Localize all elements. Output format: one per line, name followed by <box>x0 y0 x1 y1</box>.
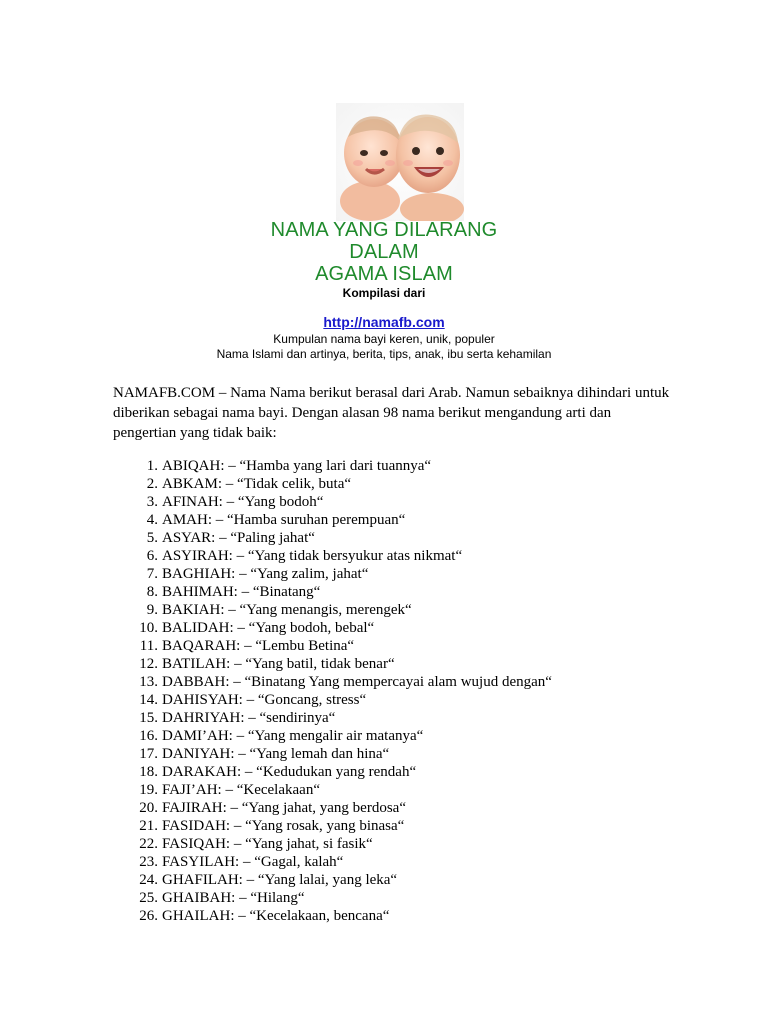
title-line-1: NAMA YANG DILARANG <box>270 219 498 241</box>
list-item-number: 15. <box>139 710 158 726</box>
list-item-number: 12. <box>139 656 158 672</box>
list-item <box>113 781 552 799</box>
list-item <box>113 565 552 583</box>
names-list <box>113 457 552 925</box>
list-item-text: DANIYAH: – “Yang lemah dan hina“ <box>162 746 390 762</box>
list-item-number: 21. <box>139 818 158 834</box>
list-item-text: FASYILAH: – “Gagal, kalah“ <box>162 854 344 870</box>
compiled-label: Kompilasi dari <box>342 286 426 300</box>
list-item <box>113 601 552 619</box>
list-item-number: 14. <box>139 692 158 708</box>
list-item <box>113 529 552 547</box>
list-item <box>113 727 552 745</box>
list-item-text: FAJIRAH: – “Yang jahat, yang berdosa“ <box>162 800 406 816</box>
list-item-text: DAHRIYAH: – “sendirinya“ <box>162 710 336 726</box>
list-item <box>113 655 552 673</box>
list-item-text: BALIDAH: – “Yang bodoh, bebal“ <box>162 620 375 636</box>
list-item-text: DARAKAH: – “Kedudukan yang rendah“ <box>162 764 417 780</box>
list-item-text: FASIQAH: – “Yang jahat, si fasik“ <box>162 836 373 852</box>
list-item-text: BATILAH: – “Yang batil, tidak benar“ <box>162 656 395 672</box>
list-item-text: DABBAH: – “Binatang Yang mempercayai alam wujud dengan“ <box>162 674 552 690</box>
list-item-text: ABKAM: – “Tidak celik, buta“ <box>162 476 352 492</box>
list-item-number: 19. <box>139 782 158 798</box>
list-item-text: BAGHIAH: – “Yang zalim, jahat“ <box>162 566 369 582</box>
list-item-text: ASYAR: – “Paling jahat“ <box>162 530 315 546</box>
list-item <box>113 673 552 691</box>
list-item <box>113 637 552 655</box>
list-item-number: 3. <box>146 494 158 510</box>
babies-photo <box>336 103 464 221</box>
site-link[interactable]: http://namafb.com <box>323 314 445 330</box>
list-item-number: 20. <box>139 800 158 816</box>
list-item-number: 16. <box>139 728 158 744</box>
list-item-number: 17. <box>139 746 158 762</box>
title-line-2: DALAM <box>349 241 419 263</box>
list-item-number: 7. <box>146 566 158 582</box>
list-item-text: GHAFILAH: – “Yang lalai, yang leka“ <box>162 872 398 888</box>
list-item <box>113 511 552 529</box>
list-item-text: AMAH: – “Hamba suruhan perempuan“ <box>162 512 406 528</box>
list-item-text: FAJI’AH: – “Kecelakaan“ <box>162 782 320 798</box>
list-item <box>113 745 552 763</box>
list-item <box>113 889 552 907</box>
list-item <box>113 871 552 889</box>
list-item-number: 9. <box>146 602 158 618</box>
list-item-number: 22. <box>139 836 158 852</box>
list-item-number: 8. <box>146 584 158 600</box>
list-item-text: GHAILAH: – “Kecelakaan, bencana“ <box>162 908 390 924</box>
list-item <box>113 475 552 493</box>
list-item-number: 6. <box>146 548 158 564</box>
list-item-number: 5. <box>146 530 158 546</box>
list-item <box>113 799 552 817</box>
tagline-1: Kumpulan nama bayi keren, unik, populer <box>273 332 495 346</box>
header <box>0 219 768 362</box>
list-item-text: DAMI’AH: – “Yang mengalir air matanya“ <box>162 728 424 744</box>
intro-paragraph: NAMAFB.COM – Nama Nama berikut berasal dari Arab. Namun sebaiknya dihindari untuk diberikan sebagai nama bayi. Dengan alasan 98 nama berikut mengandung arti dan pengertian yang tidak baik: <box>113 385 670 441</box>
list-item <box>113 763 552 781</box>
list-item <box>113 853 552 871</box>
list-item-number: 10. <box>139 620 158 636</box>
list-item-text: AFINAH: – “Yang bodoh“ <box>162 494 324 510</box>
list-item <box>113 619 552 637</box>
list-item-text: BAHIMAH: – “Binatang“ <box>162 584 321 600</box>
list-item-text: ABIQAH: – “Hamba yang lari dari tuannya“ <box>162 458 432 474</box>
list-item-number: 2. <box>146 476 158 492</box>
list-item-number: 23. <box>139 854 158 870</box>
list-item <box>113 691 552 709</box>
list-item <box>113 547 552 565</box>
list-item <box>113 493 552 511</box>
list-item <box>113 583 552 601</box>
list-item-number: 11. <box>139 638 158 654</box>
list-item-text: ASYIRAH: – “Yang tidak bersyukur atas nikmat“ <box>162 548 463 564</box>
list-item <box>113 907 552 925</box>
list-item-number: 25. <box>139 890 158 906</box>
list-item-text: BAKIAH: – “Yang menangis, merengek“ <box>162 602 412 618</box>
list-item-number: 24. <box>139 872 158 888</box>
list-item-text: DAHISYAH: – “Goncang, stress“ <box>162 692 367 708</box>
list-item-text: BAQARAH: – “Lembu Betina“ <box>162 638 355 654</box>
list-item-number: 4. <box>146 512 158 528</box>
list-item-text: FASIDAH: – “Yang rosak, yang binasa“ <box>162 818 405 834</box>
title-line-3: AGAMA ISLAM <box>315 263 453 285</box>
tagline-2: Nama Islami dan artinya, berita, tips, anak, ibu serta kehamilan <box>216 347 552 361</box>
list-item <box>113 457 552 475</box>
list-item-number: 26. <box>139 908 158 924</box>
list-item-text: GHAIBAH: – “Hilang“ <box>162 890 305 906</box>
list-item-number: 18. <box>139 764 158 780</box>
list-item <box>113 709 552 727</box>
list-item-number: 13. <box>139 674 158 690</box>
list-item <box>113 835 552 853</box>
list-item-number: 1. <box>146 458 158 474</box>
list-item <box>113 817 552 835</box>
